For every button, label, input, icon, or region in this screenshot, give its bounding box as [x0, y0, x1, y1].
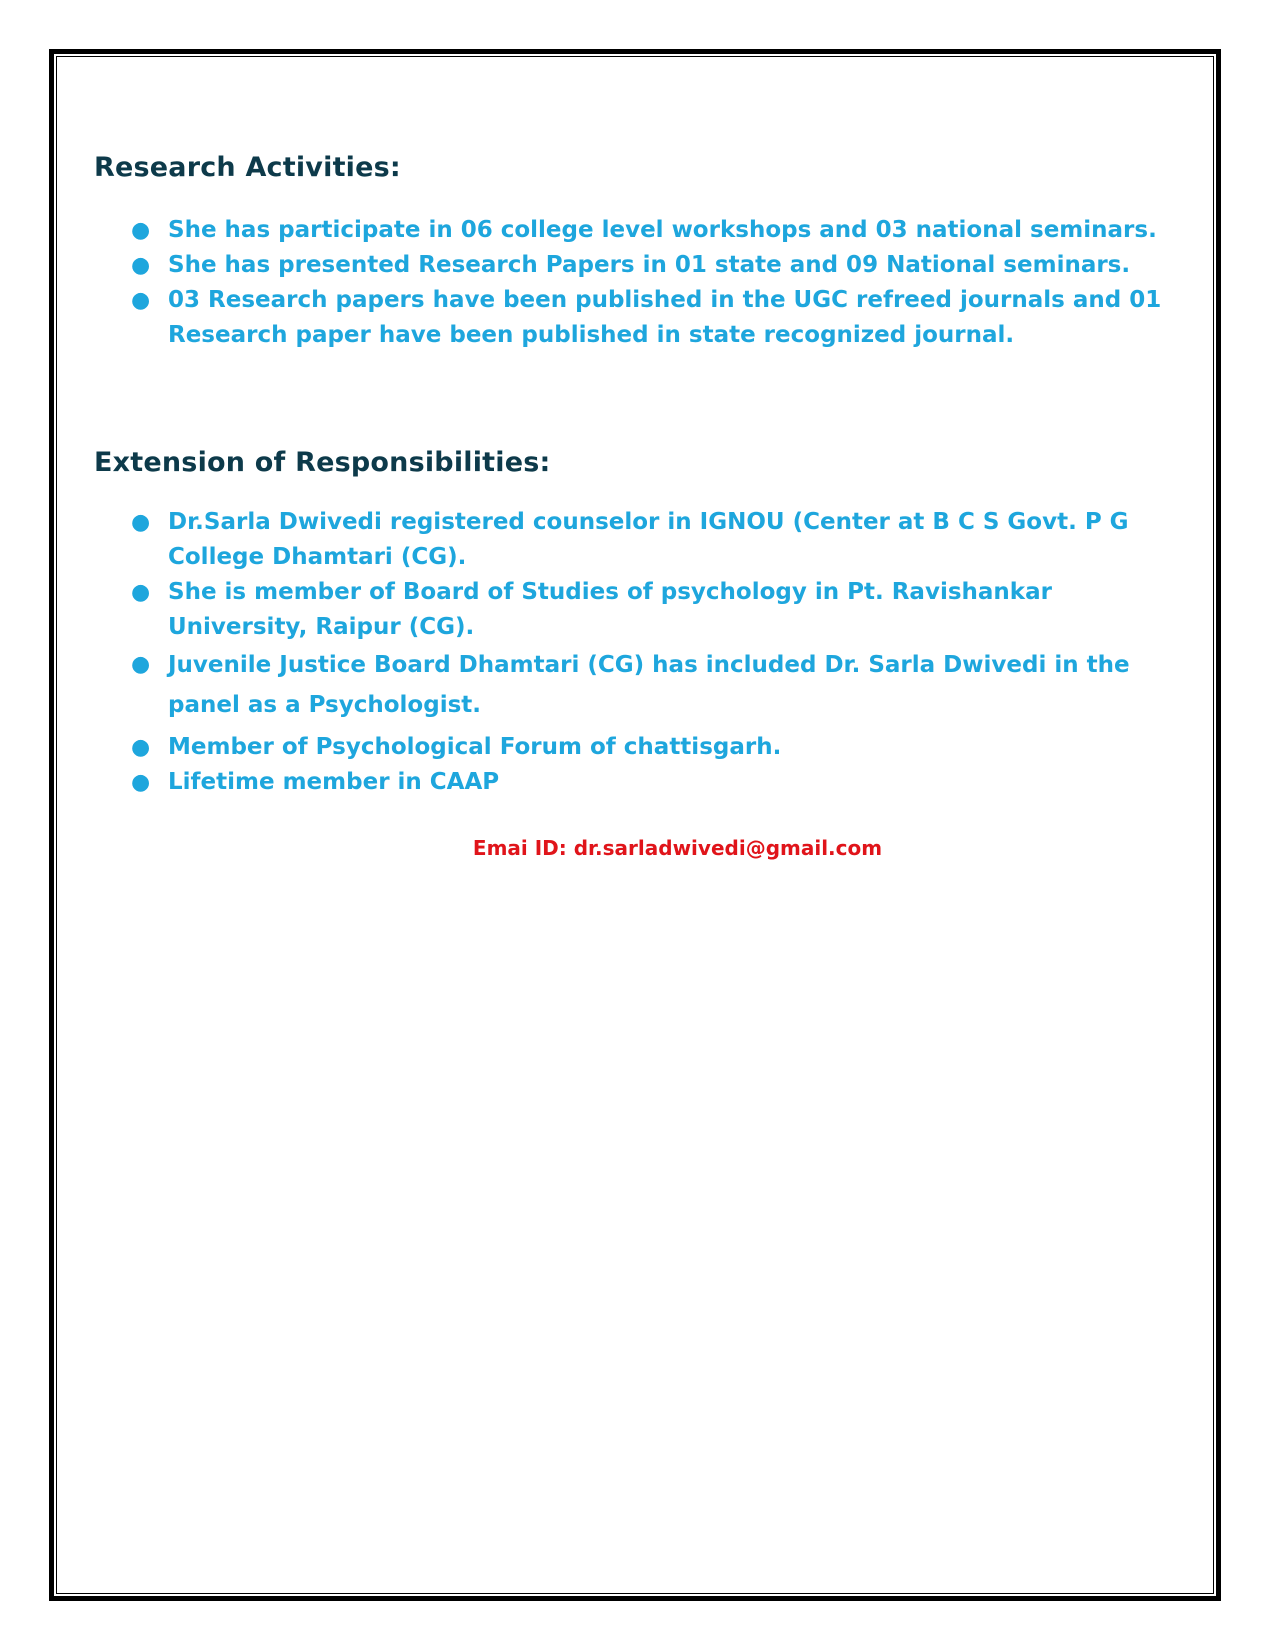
- list-item-text: 03 Research papers have been published in the UGC refreed journals and 01 Research paper have been published in state recognized journal.: [168, 287, 1162, 348]
- extension-responsibilities-heading: Extension of Responsibilities:: [94, 447, 551, 478]
- bullet-icon: ●: [131, 735, 151, 760]
- research-activities-list: [0, 213, 1188, 353]
- bullet-icon: ●: [131, 253, 151, 278]
- list-item: [0, 213, 1188, 248]
- list-item-text: Member of Psychological Forum of chattisgarh.: [168, 734, 782, 760]
- list-item: [0, 765, 1188, 800]
- bullet-icon: ●: [131, 580, 151, 605]
- list-item: [0, 730, 1188, 765]
- research-activities-heading: Research Activities:: [94, 152, 401, 183]
- list-item-text: She has presented Research Papers in 01 state and 09 National seminars.: [168, 252, 1131, 278]
- extension-responsibilities-list: [0, 505, 1188, 800]
- list-item: [0, 575, 1188, 645]
- bullet-icon: ●: [131, 652, 151, 677]
- list-item-text: Dr.Sarla Dwivedi registered counselor in IGNOU (Center at B C S Govt. P G College Dhamtari (CG).: [168, 509, 1129, 570]
- bullet-icon: ●: [131, 218, 151, 243]
- bullet-icon: ●: [131, 288, 151, 313]
- email-id-line: Emai ID: dr.sarladwivedi@gmail.com: [472, 836, 883, 860]
- bullet-icon: ●: [131, 510, 151, 535]
- list-item: [0, 505, 1188, 575]
- list-item: [0, 283, 1188, 353]
- list-item: [0, 645, 1188, 725]
- list-item-text: Lifetime member in CAAP: [168, 769, 500, 795]
- list-item-text: Juvenile Justice Board Dhamtari (CG) has included Dr. Sarla Dwivedi in the panel as a Psychologist.: [168, 652, 1130, 718]
- list-item-text: She is member of Board of Studies of psychology in Pt. Ravishankar University, Raipur (CG).: [168, 579, 1052, 640]
- list-item-text: She has participate in 06 college level workshops and 03 national seminars.: [168, 217, 1157, 243]
- list-item: [0, 248, 1188, 283]
- bullet-icon: ●: [131, 770, 151, 795]
